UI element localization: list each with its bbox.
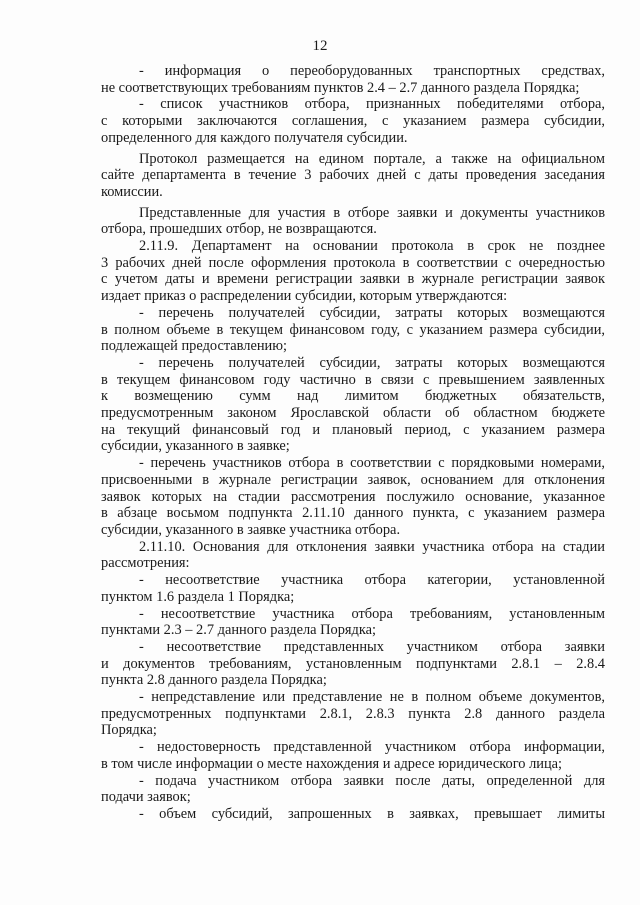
text-line: не соответствующих требованиям пунктов 2.4 – 2.7 данного раздела Порядка; <box>101 79 580 96</box>
text-line: Порядка; <box>101 722 157 739</box>
text-line: и документов требованиям, установленным подпунктами 2.8.1 – 2.8.4 <box>101 655 605 672</box>
text-line: 3 рабочих дней после оформления протокола в соответствии с очередностью <box>101 254 605 271</box>
text-line: предусмотренных подпунктами 2.8.1, 2.8.3 пункта 2.8 данного раздела <box>101 705 605 722</box>
text-line: - несоответствие участника отбора требованиям, установленным <box>139 605 605 622</box>
text-line: - перечень получателей субсидии, затраты которых возмещаются <box>139 354 605 371</box>
text-line: - перечень получателей субсидии, затраты которых возмещаются <box>139 304 605 321</box>
text-line: подачи заявок; <box>101 789 191 806</box>
text-line: на текущий финансовый год и плановый период, с указанием размера <box>101 421 605 438</box>
text-line: - перечень участников отбора в соответствии с порядковыми номерами, <box>139 455 605 472</box>
text-line: субсидии, указанного в заявке; <box>101 438 290 455</box>
text-line: субсидии, указанного в заявке участника отбора. <box>101 521 401 538</box>
text-line: - недостоверность представленной участником отбора информации, <box>139 739 605 756</box>
text-line: в абзаце восьмом подпункта 2.11.10 данного пункта, с указанием размера <box>101 505 605 522</box>
text-line: сайте департамента в течение 3 рабочих дней с даты проведения заседания <box>101 167 605 184</box>
text-line: подлежащей предоставлению; <box>101 338 288 355</box>
text-line: в том числе информации о месте нахождения и адресе юридического лица; <box>101 755 563 772</box>
text-line: - подача участником отбора заявки после даты, определенной для <box>139 772 605 789</box>
text-line: - список участников отбора, признанных победителями отбора, <box>139 96 605 113</box>
text-line: в полном объеме в текущем финансовом году, с указанием размера субсидии, <box>101 321 605 338</box>
text-line: определенного для каждого получателя субсидии. <box>101 129 408 146</box>
text-line: Представленные для участия в отборе заявки и документы участников <box>139 204 605 221</box>
text-line: пунктом 1.6 раздела 1 Порядка; <box>101 588 295 605</box>
text-line: пунктами 2.3 – 2.7 данного раздела Порядка; <box>101 622 377 639</box>
text-line: с которыми заключаются соглашения, с указанием размера субсидии, <box>101 113 605 130</box>
text-line: отбора, прошедших отбор, не возвращаются. <box>101 221 377 238</box>
page-number: 12 <box>312 38 328 54</box>
text-line: - непредставление или представление не в полном объеме документов, <box>139 689 605 706</box>
text-line: - несоответствие представленных участником отбора заявки <box>139 638 605 655</box>
text-line: в текущем финансовом году частично в связи с превышением заявленных <box>101 371 605 388</box>
text-line: присвоенными в журнале регистрации заявок, основанием для отклонения <box>101 471 605 488</box>
text-line: - объем субсидий, запрошенных в заявках, превышает лимиты <box>139 805 605 822</box>
text-line: пункта 2.8 данного раздела Порядка; <box>101 672 327 689</box>
text-line: комиссии. <box>101 183 163 200</box>
text-line: - информация о переоборудованных транспортных средствах, <box>139 63 605 79</box>
text-line: заявок которых на стадии рассмотрения послужило основание, указанное <box>101 488 605 505</box>
text-line: Протокол размещается на едином портале, а также на официальном <box>139 150 605 167</box>
text-line: - несоответствие участника отбора категории, установленной <box>139 572 605 589</box>
text-line: 2.11.10. Основания для отклонения заявки участника отбора на стадии <box>139 538 605 555</box>
body-text <box>101 63 605 823</box>
text-line: предусмотренным законом Ярославской области об областном бюджете <box>101 405 605 422</box>
text-line: с учетом даты и времени регистрации заявки в журнале регистрации заявок <box>101 271 605 288</box>
text-line: издает приказ о распределении субсидии, которым утверждаются: <box>101 288 508 305</box>
text-line: 2.11.9. Департамент на основании протокола в срок не позднее <box>139 238 605 255</box>
text-line: к возмещению сумм над лимитом бюджетных обязательств, <box>101 388 605 405</box>
text-line: рассмотрения: <box>101 555 190 572</box>
